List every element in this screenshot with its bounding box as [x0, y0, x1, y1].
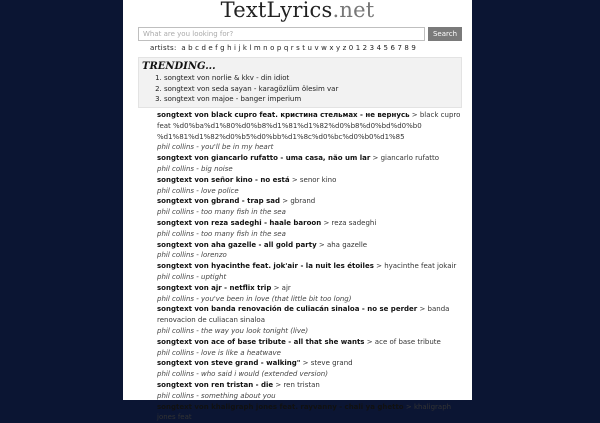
artist-letter-link[interactable]: 5 [383, 44, 389, 52]
related-song-link[interactable]: phil collins - too many fish in the sea [157, 229, 286, 238]
lyrics-entry [157, 110, 462, 142]
artist-letter-link[interactable]: g [220, 44, 225, 52]
artist-letter-link[interactable]: o [270, 44, 275, 52]
artist-link[interactable]: > ren tristan [273, 380, 320, 389]
lyrics-entry [157, 153, 462, 164]
artist-letter-link[interactable]: s [296, 44, 301, 52]
artist-letter-link[interactable]: d [201, 44, 207, 52]
trending-box [138, 57, 462, 108]
artist-letter-link[interactable]: q [283, 44, 289, 52]
song-link[interactable]: songtext von reza sadeghi - haale baroon [157, 218, 322, 227]
lyrics-entry [157, 358, 462, 369]
related-song-link[interactable]: phil collins - you've been in love (that little bit too long) [157, 294, 352, 303]
related-song-link[interactable]: phil collins - love police [157, 186, 239, 195]
trending-title: TRENDING... [142, 61, 216, 72]
song-link[interactable]: songtext von hyacinthe feat. jok'air - la nuit les étoiles [157, 262, 374, 271]
trending-item[interactable]: 2. songtext von seda sayan - karagözlüm ölesim var [164, 84, 338, 95]
artist-letter-link[interactable]: w [321, 44, 328, 52]
artist-link[interactable]: > banda renovacion de culiacan sinaloa [157, 305, 450, 325]
lyrics-entry [157, 337, 462, 348]
lyrics-entry [157, 240, 462, 251]
artist-link[interactable]: > ace of base tribute [364, 337, 441, 346]
related-song-link[interactable]: phil collins - the way you look tonight (live) [157, 326, 309, 335]
artist-letter-link[interactable]: c [195, 44, 200, 52]
lyrics-entry [157, 175, 462, 186]
artist-letter-link[interactable]: 0 [348, 44, 354, 52]
search-bar [138, 27, 462, 41]
artist-letter-link[interactable]: l [249, 44, 252, 52]
artist-letter-link[interactable]: n [263, 44, 268, 52]
related-song-link[interactable]: phil collins - love is like a heatwave [157, 348, 281, 357]
page-container [123, 0, 472, 422]
artist-link[interactable]: > ajr [271, 283, 291, 292]
artist-letter-link[interactable]: u [307, 44, 313, 52]
artist-link[interactable]: > black cupro feat %d0%ba%d1%80%d0%b8%d1%81%d1%82%d0%b8%d0%bd%d0%b0 %d1%81%d1%82%d0%b5%d0%bb%d1%8c%d0%bc%d0%b0%d1%85 [157, 111, 461, 141]
artist-letter-link[interactable]: h [227, 44, 232, 52]
related-song-link[interactable]: phil collins - uptight [157, 272, 227, 281]
lyrics-entry [157, 261, 462, 272]
artist-letter-link[interactable]: j [238, 44, 241, 52]
artist-letter-link[interactable]: z [342, 44, 347, 52]
lyrics-entry [157, 283, 462, 294]
trending-list [142, 73, 338, 105]
site-tld: .net [332, 0, 375, 22]
related-song-link[interactable]: phil collins - you'll be in my heart [157, 143, 274, 152]
trending-item[interactable]: 3. songtext von majoe - banger imperium [164, 94, 338, 105]
artist-link[interactable]: > gbrand [280, 197, 316, 206]
song-link[interactable]: songtext von steve grand - walking" [157, 359, 301, 368]
search-button[interactable]: Search [428, 27, 462, 41]
artist-letter-link[interactable]: i [234, 44, 237, 52]
related-song-link[interactable]: phil collins - big noise [157, 164, 233, 173]
artist-link[interactable]: > senor kino [289, 175, 337, 184]
related-song-link[interactable]: phil collins - something about you [157, 391, 276, 400]
song-link[interactable]: songtext von señor kino - no está [157, 175, 290, 184]
artist-link[interactable]: > khaligraph jones feat [157, 402, 452, 422]
artist-letter-link[interactable]: 8 [404, 44, 410, 52]
song-link[interactable]: songtext von banda renovación de culiacán sinaloa - no se perder [157, 305, 418, 314]
site-logo[interactable] [123, 0, 472, 22]
artist-letter-link[interactable]: m [253, 44, 261, 52]
artist-letter-link[interactable]: k [242, 44, 248, 52]
related-song-link[interactable]: phil collins - who said i would (extended version) [157, 370, 328, 379]
trending-item[interactable]: 1. songtext von norlie & kkv - din idiot [164, 73, 338, 84]
lyrics-entry [157, 380, 462, 391]
song-link[interactable]: songtext von ace of base tribute - all that she wants [157, 337, 365, 346]
artist-letter-link[interactable]: t [302, 44, 306, 52]
artist-letter-link[interactable]: 6 [390, 44, 396, 52]
artist-letter-link[interactable]: x [329, 44, 334, 52]
artist-letter-link[interactable]: b [188, 44, 193, 52]
artist-letter-link[interactable]: 3 [369, 44, 375, 52]
song-link[interactable]: songtext von ren tristan - die [157, 380, 274, 389]
song-link[interactable]: songtext von gbrand - trap sad [157, 197, 280, 206]
related-song-link[interactable]: phil collins - too many fish in the sea [157, 208, 286, 217]
artist-link[interactable]: > reza sadeghi [321, 218, 377, 227]
lyrics-entry [157, 402, 462, 423]
artist-letter-link[interactable]: y [335, 44, 341, 52]
artist-letter-link[interactable]: 7 [397, 44, 403, 52]
search-input[interactable] [138, 27, 425, 41]
lyrics-entry [157, 196, 462, 207]
artist-letter-link[interactable]: e [208, 44, 213, 52]
site-name: TextLyrics [220, 0, 333, 22]
artist-letter-link[interactable]: 1 [355, 44, 361, 52]
lyrics-entry [157, 304, 462, 326]
artist-letter-link[interactable]: a [181, 44, 186, 52]
artist-letter-link[interactable]: 2 [362, 44, 368, 52]
artist-letter-link[interactable]: 4 [376, 44, 382, 52]
artists-label: artists: [150, 44, 177, 52]
song-link[interactable]: songtext von khaligraph jones feat. rayvanny - chali ya ghetto [157, 402, 404, 411]
artist-link[interactable]: > giancarlo rufatto [370, 154, 440, 163]
artist-alphabet-nav [150, 44, 450, 52]
related-song-link[interactable]: phil collins - lorenzo [157, 251, 227, 260]
artist-link[interactable]: > aha gazelle [316, 240, 368, 249]
lyrics-entry [157, 218, 462, 229]
artist-letter-link[interactable]: v [314, 44, 319, 52]
artist-letter-link[interactable]: f [215, 44, 218, 52]
song-link[interactable]: songtext von giancarlo rufatto - uma casa, não um lar [157, 154, 371, 163]
song-link[interactable]: songtext von ajr - netflix trip [157, 283, 272, 292]
artist-letter-link[interactable]: p [276, 44, 282, 52]
artist-letter-link[interactable]: r [290, 44, 294, 52]
artist-link[interactable]: > steve grand [300, 359, 353, 368]
lyrics-list [157, 110, 462, 423]
song-link[interactable]: songtext von aha gazelle - all gold party [157, 240, 317, 249]
song-link[interactable]: songtext von black cupro feat. кристина стельмах - не вернусь [157, 111, 410, 119]
artist-letter-link[interactable]: 9 [411, 44, 417, 52]
artist-link[interactable]: > hyacinthe feat jokair [373, 262, 457, 271]
